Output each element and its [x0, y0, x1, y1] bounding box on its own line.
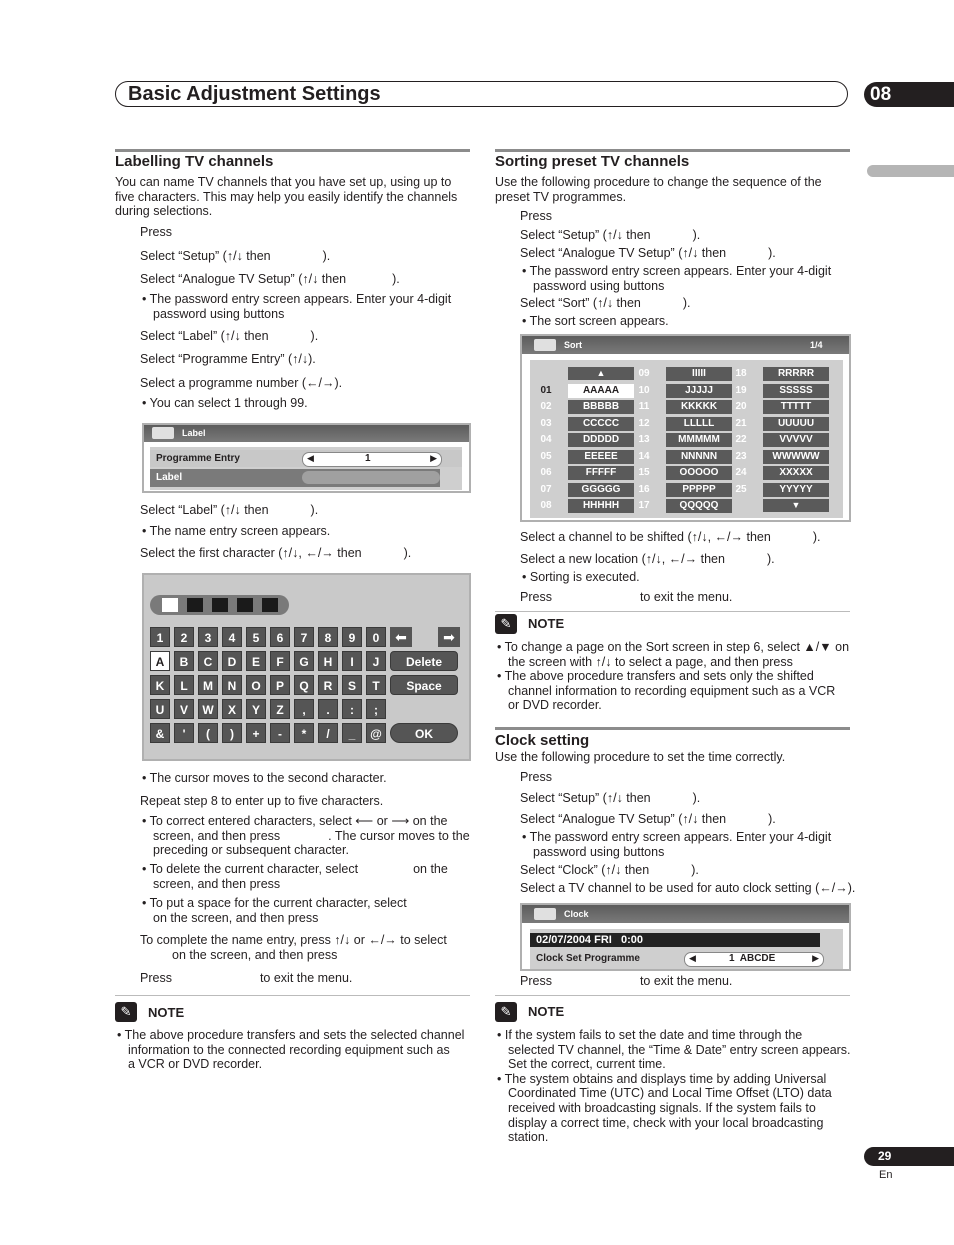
key-32[interactable]: W	[198, 699, 218, 719]
clock-note: • If the system fails to set the date and time through the selected TV channel, the “Time & Date” entry screen appears. Set the correct, current time. • The system obtains and displays time by adding Universal Coordinated Time (UTC) and Local Time Offset (LTO) data received with broadcasting signals. If the system fails to display a correct time, check with your local broadcasting station.	[497, 1028, 851, 1145]
sort-channel-number: 08	[540, 500, 552, 511]
sort-channel-number: 09	[638, 368, 650, 379]
sort-osd-title: Sort	[564, 340, 582, 350]
clock-osd-title: Clock	[564, 909, 589, 919]
clock-title: Clock setting	[495, 732, 590, 749]
chapter-number: 08	[864, 82, 954, 107]
space-button[interactable]: Space	[390, 675, 458, 695]
sort-channel-name[interactable]: CCCCC	[568, 417, 634, 431]
clock-set-programme-label: Clock Set Programme	[536, 953, 640, 964]
triangle-right-icon[interactable]: ▶	[812, 953, 819, 963]
sort-channel-number: 11	[638, 401, 650, 412]
sort-channel-name[interactable]: PPPPP	[666, 483, 732, 497]
sort-channel-name[interactable]: XXXXX	[763, 466, 829, 480]
key-23[interactable]: N	[222, 675, 242, 695]
sort-channel-name[interactable]: BBBBB	[568, 400, 634, 414]
labelling-bullet-3: • The name entry screen appears.	[142, 524, 331, 538]
clock-step-3: Select “Analogue TV Setup” (↑/↓ then ).	[520, 812, 776, 826]
labelling-bullet-7: • To put a space for the current character, select on the screen, and then press	[142, 896, 407, 925]
key-21[interactable]: L	[174, 675, 194, 695]
key-49[interactable]: @	[366, 723, 386, 743]
key-0[interactable]: 1	[150, 627, 170, 647]
label-osd-panel	[142, 423, 471, 493]
labelling-step-6: Select a programme number (←/→).	[140, 376, 343, 390]
clock-step-5: Select a TV channel to be used for auto clock setting (←/→).	[520, 881, 856, 895]
key-4[interactable]: 5	[246, 627, 266, 647]
note-label: NOTE	[528, 1004, 565, 1019]
sort-channel-name[interactable]: GGGGG	[568, 483, 634, 497]
sort-channel-number: 13	[638, 434, 650, 445]
labelling-step-11: Press to exit the menu.	[140, 971, 353, 985]
sort-channel-name[interactable]: KKKKK	[666, 400, 732, 414]
sorting-bullet-2: • The sort screen appears.	[522, 314, 669, 328]
key-36[interactable]: ,	[294, 699, 314, 719]
triangle-left-icon[interactable]: ◀	[307, 453, 314, 463]
sorting-step-1: Press	[520, 209, 552, 223]
section-rule	[115, 149, 470, 152]
sorting-step-4: Select “Sort” (↑/↓ then ).	[520, 296, 691, 310]
key-7[interactable]: 8	[318, 627, 338, 647]
sort-channel-number: 07	[540, 483, 552, 495]
label-osd-title: Label	[182, 428, 206, 438]
note-pencil-icon: ✎	[495, 1002, 517, 1022]
key-41[interactable]: '	[174, 723, 194, 743]
key-47[interactable]: /	[318, 723, 338, 743]
key-1[interactable]: 2	[174, 627, 194, 647]
char-slot-1[interactable]	[162, 598, 178, 612]
sort-channel-number: 17	[638, 500, 650, 511]
name-entry-slots	[150, 595, 289, 615]
labelling-step-1: Press	[140, 225, 172, 239]
programme-entry-label: Programme Entry	[156, 453, 240, 464]
triangle-left-icon[interactable]: ◀	[689, 953, 696, 963]
sort-channel-number: 10	[638, 384, 650, 396]
sort-channel-number: 19	[735, 384, 747, 396]
page-title: Basic Adjustment Settings	[128, 83, 381, 105]
sorting-step-2: Select “Setup” (↑/↓ then ).	[520, 228, 701, 242]
labelling-step-5: Select “Programme Entry” (↑/↓).	[140, 352, 316, 366]
key-10[interactable]: A	[150, 651, 170, 671]
clock-intro: Use the following procedure to set the time correctly.	[495, 750, 786, 764]
sort-channel-number: 25	[735, 483, 747, 495]
clock-programme-spinner[interactable]	[684, 952, 824, 967]
char-slot-3[interactable]	[212, 598, 228, 612]
labelling-step-2: Select “Setup” (↑/↓ then ).	[140, 249, 331, 263]
sort-channel-number: 23	[735, 450, 747, 462]
key-11[interactable]: B	[174, 651, 194, 671]
sort-channel-name[interactable]: DDDDD	[568, 433, 634, 447]
label-value-field	[302, 471, 440, 484]
key-39[interactable]: ;	[366, 699, 386, 719]
label-row-text: Label	[156, 472, 183, 483]
sort-channel-name[interactable]: LLLLL	[666, 417, 732, 431]
sorting-step-7: Press to exit the menu.	[520, 590, 733, 604]
key-44[interactable]: +	[246, 723, 266, 743]
labelling-step-7: Select “Label” (↑/↓ then ).	[140, 503, 319, 517]
language-code: En	[879, 1169, 893, 1181]
page-down-icon[interactable]: ▼	[763, 499, 829, 512]
sort-channel-number: 24	[735, 467, 747, 478]
menu-icon	[534, 339, 556, 351]
sorting-bullet-1: • The password entry screen appears. Enter your 4-digit password using buttons	[522, 264, 832, 293]
sort-channel-name[interactable]: HHHHH	[568, 499, 634, 513]
page-up-icon[interactable]: ▲	[568, 367, 634, 380]
key-31[interactable]: V	[174, 699, 194, 719]
clock-step-1: Press	[520, 770, 552, 784]
key-25[interactable]: P	[270, 675, 290, 695]
key-2[interactable]: 3	[198, 627, 218, 647]
clock-bullet-1: • The password entry screen appears. Enter your 4-digit password using buttons	[522, 830, 832, 859]
name-entry-keyboard	[142, 573, 471, 761]
sort-channel-name[interactable]: VVVVV	[763, 433, 829, 447]
menu-icon	[534, 908, 556, 920]
cursor-left-icon[interactable]: ⬅	[390, 627, 412, 647]
note-label: NOTE	[528, 616, 565, 631]
sort-channel-name[interactable]: MMMMM	[666, 433, 732, 447]
labelling-step-9: Repeat step 8 to enter up to five characters.	[140, 794, 384, 808]
sort-channel-number: 16	[638, 483, 650, 495]
key-6[interactable]: 7	[294, 627, 314, 647]
key-15[interactable]: F	[270, 651, 290, 671]
sorting-step-6: Select a new location (↑/↓, ←/→ then ).	[520, 552, 775, 566]
sort-channel-number: 18	[735, 368, 747, 379]
labelling-bullet-2: • You can select 1 through 99.	[142, 396, 308, 410]
sort-channel-name[interactable]: TTTTT	[763, 400, 829, 414]
sort-channel-name[interactable]: OOOOO	[666, 466, 732, 480]
key-22[interactable]: M	[198, 675, 218, 695]
key-43[interactable]: )	[222, 723, 242, 743]
sorting-intro: Use the following procedure to change the sequence of the preset TV programmes.	[495, 175, 822, 204]
clock-programme-value: 1 ABCDE	[729, 953, 776, 964]
sort-osd-panel	[520, 334, 851, 522]
char-slot-5[interactable]	[262, 598, 278, 612]
sort-channel-number: 22	[735, 434, 747, 445]
programme-entry-value: 1	[365, 453, 371, 464]
sort-channel-number: 04	[540, 434, 552, 445]
sort-channel-name[interactable]: EEEEE	[568, 450, 634, 464]
sorting-step-5: Select a channel to be shifted (↑/↓, ←/→ then ).	[520, 530, 821, 544]
delete-button[interactable]: Delete	[390, 651, 458, 671]
key-19[interactable]: J	[366, 651, 386, 671]
key-26[interactable]: Q	[294, 675, 314, 695]
sort-channel-name[interactable]: QQQQQ	[666, 499, 732, 513]
sorting-title: Sorting preset TV channels	[495, 153, 690, 170]
sort-channel-name[interactable]: YYYYY	[763, 483, 829, 497]
clock-step-6: Press to exit the menu.	[520, 974, 733, 988]
key-42[interactable]: (	[198, 723, 218, 743]
labelling-bullet-1: • The password entry screen appears. Enter your 4-digit password using buttons	[142, 292, 452, 321]
sort-channel-number: 03	[540, 417, 552, 429]
sort-channel-number: 12	[638, 417, 650, 429]
key-38[interactable]: :	[342, 699, 362, 719]
ok-button[interactable]: OK	[390, 723, 458, 743]
sort-channel-name[interactable]: JJJJJ	[666, 384, 732, 398]
labelling-step-4: Select “Label” (↑/↓ then ).	[140, 329, 319, 343]
key-12[interactable]: C	[198, 651, 218, 671]
labelling-bullet-5: • To correct entered characters, select ⟵ or ⟶ on the screen, and then press . The cursor moves to the preceding or subsequent character.	[142, 814, 470, 858]
menu-icon	[152, 427, 174, 439]
key-28[interactable]: S	[342, 675, 362, 695]
sort-channel-name[interactable]: IIIII	[666, 367, 732, 381]
sort-channel-number: 01	[540, 384, 552, 396]
sort-channel-name[interactable]: AAAAA	[568, 384, 634, 398]
key-13[interactable]: D	[222, 651, 242, 671]
note-pencil-icon: ✎	[495, 614, 517, 634]
clock-osd-panel	[520, 903, 851, 971]
page-number: 29	[864, 1147, 954, 1166]
key-27[interactable]: R	[318, 675, 338, 695]
key-46[interactable]: *	[294, 723, 314, 743]
key-16[interactable]: G	[294, 651, 314, 671]
sort-channel-number: 05	[540, 450, 552, 462]
labelling-bullet-6: • To delete the current character, select on the screen, and then press	[142, 862, 448, 891]
sort-channel-name[interactable]: NNNNN	[666, 450, 732, 464]
sort-channel-name[interactable]: FFFFF	[568, 466, 634, 480]
sort-channel-name[interactable]: RRRRR	[763, 367, 829, 381]
key-9[interactable]: 0	[366, 627, 386, 647]
side-tab	[867, 165, 954, 177]
cursor-right-icon[interactable]: ➡	[438, 627, 460, 647]
char-slot-4[interactable]	[237, 598, 253, 612]
triangle-right-icon[interactable]: ▶	[430, 453, 437, 463]
key-3[interactable]: 4	[222, 627, 242, 647]
key-18[interactable]: I	[342, 651, 362, 671]
key-35[interactable]: Z	[270, 699, 290, 719]
date-time-display: 02/07/2004 FRI 0:00	[530, 933, 820, 947]
clock-step-2: Select “Setup” (↑/↓ then ).	[520, 791, 701, 805]
sort-channel-number: 20	[735, 401, 747, 412]
sort-channel-name[interactable]: UUUUU	[763, 417, 829, 431]
arrow-left-icon: ⟵	[355, 814, 374, 828]
sort-channel-number: 02	[540, 401, 552, 412]
sort-channel-number: 14	[638, 450, 650, 462]
key-40[interactable]: &	[150, 723, 170, 743]
labelling-step-3: Select “Analogue TV Setup” (↑/↓ then ).	[140, 272, 400, 286]
key-33[interactable]: X	[222, 699, 242, 719]
arrow-right-icon: ⟶	[391, 814, 410, 828]
key-30[interactable]: U	[150, 699, 170, 719]
sorting-note: • To change a page on the Sort screen in step 6, select ▲/▼ on the screen with ↑/↓ to select a page, and then press • The above procedure transfers and sets only the shifted channel information to recording equipment such as a VCR or DVD recorder.	[497, 640, 850, 713]
key-29[interactable]: T	[366, 675, 386, 695]
clock-step-4: Select “Clock” (↑/↓ then ).	[520, 863, 699, 877]
sort-channel-number: 15	[638, 467, 650, 478]
key-5[interactable]: 6	[270, 627, 290, 647]
key-37[interactable]: .	[318, 699, 338, 719]
sorting-step-3: Select “Analogue TV Setup” (↑/↓ then ).	[520, 246, 776, 260]
sorting-bullet-3: • Sorting is executed.	[522, 570, 640, 584]
labelling-title: Labelling TV channels	[115, 153, 274, 170]
key-34[interactable]: Y	[246, 699, 266, 719]
key-45[interactable]: -	[270, 723, 290, 743]
labelling-note: • The above procedure transfers and sets the selected channel information to the connected recording equipment such as a VCR or DVD recorder.	[117, 1028, 465, 1072]
key-8[interactable]: 9	[342, 627, 362, 647]
sort-channel-name[interactable]: WWWWW	[763, 450, 829, 464]
labelling-bullet-4: • The cursor moves to the second character.	[142, 771, 387, 785]
key-17[interactable]: H	[318, 651, 338, 671]
sort-channel-number: 21	[735, 417, 747, 429]
note-pencil-icon: ✎	[115, 1002, 137, 1022]
label-row[interactable]	[150, 469, 440, 487]
key-48[interactable]: _	[342, 723, 362, 743]
sort-channel-number: 06	[540, 467, 552, 478]
labelling-intro: You can name TV channels that you have set up, using up to five characters. This may help you easily identify the channels during selections.	[115, 175, 458, 219]
key-14[interactable]: E	[246, 651, 266, 671]
labelling-step-8: Select the first character (↑/↓, ←/→ then ).	[140, 546, 412, 560]
note-label: NOTE	[148, 1005, 185, 1020]
char-slot-2[interactable]	[187, 598, 203, 612]
labelling-step-10: To complete the name entry, press ↑/↓ or ←/→ to select on the screen, and then press	[140, 933, 447, 962]
key-20[interactable]: K	[150, 675, 170, 695]
key-24[interactable]: O	[246, 675, 266, 695]
programme-entry-spinner[interactable]	[302, 452, 442, 467]
sort-page-indicator: 1/4	[810, 340, 823, 350]
sort-channel-name[interactable]: SSSSS	[763, 384, 829, 398]
